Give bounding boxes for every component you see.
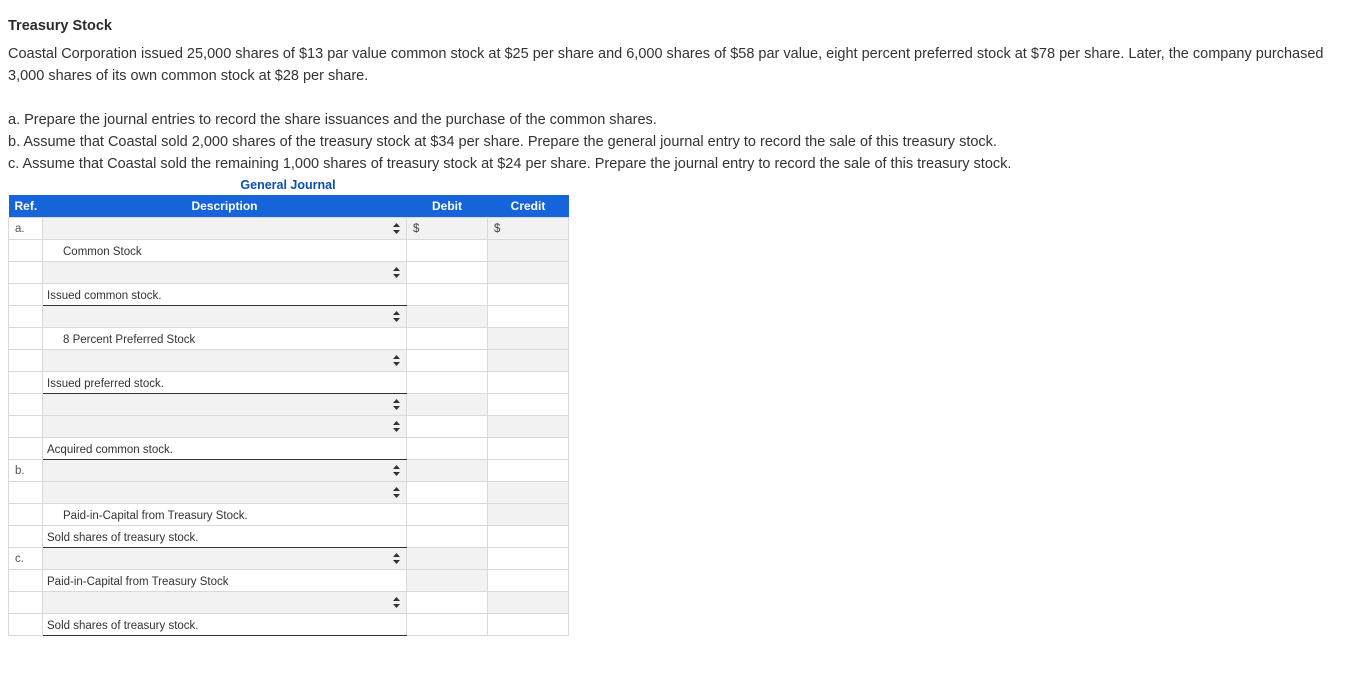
credit-input[interactable]: [488, 218, 569, 240]
account-select[interactable]: [43, 460, 407, 482]
memo-text: Sold shares of treasury stock.: [47, 531, 199, 544]
debit-cell: [407, 526, 488, 548]
updown-arrows-icon: [393, 597, 400, 608]
ref-cell: [9, 306, 43, 328]
problem-intro: Coastal Corporation issued 25,000 shares of $13 par value common stock at $25 per share and 6,000 shares of $58 par value, eight percent preferred stock at $78 per share. Later, the company purchased 3,000 shares of its own common stock at $28 per share.: [8, 46, 1324, 84]
debit-cell: [407, 614, 488, 636]
debit-input[interactable]: [407, 460, 488, 482]
account-name: Common Stock: [63, 245, 142, 258]
table-row: [9, 284, 569, 306]
account-label: [43, 570, 407, 592]
question-c: c. Assume that Coastal sold the remaining 1,000 shares of treasury stock at $24 per share. Prepare the journal entry to record the sale of this treasury stock.: [8, 156, 1012, 172]
table-row: [9, 614, 569, 636]
account-label: [43, 240, 407, 262]
debit-cell: [407, 350, 488, 372]
ref-cell: [9, 328, 43, 350]
memo-cell: [43, 614, 407, 636]
table-row: [9, 504, 569, 526]
table-row: [9, 394, 569, 416]
table-row: [9, 570, 569, 592]
memo-text: Issued common stock.: [47, 289, 162, 302]
question-a: a. Prepare the journal entries to record the share issuances and the purchase of the common shares.: [8, 112, 657, 128]
account-select[interactable]: [43, 482, 407, 504]
debit-input[interactable]: [407, 394, 488, 416]
debit-cell: [407, 240, 488, 262]
debit-cell: [407, 262, 488, 284]
table-row: [9, 416, 569, 438]
debit-cell: [407, 372, 488, 394]
account-label: [43, 328, 407, 350]
debit-input[interactable]: [407, 306, 488, 328]
account-select[interactable]: [43, 218, 407, 240]
credit-cell: [488, 306, 569, 328]
credit-input[interactable]: [488, 328, 569, 350]
credit-cell: [488, 284, 569, 306]
debit-input[interactable]: [407, 548, 488, 570]
account-select[interactable]: [43, 394, 407, 416]
updown-arrows-icon: [393, 311, 400, 322]
header-ref: Ref.: [9, 195, 43, 218]
credit-cell: [488, 548, 569, 570]
updown-arrows-icon: [393, 553, 400, 564]
debit-cell: [407, 284, 488, 306]
account-select[interactable]: [43, 548, 407, 570]
table-row: [9, 262, 569, 284]
ref-cell: [9, 284, 43, 306]
account-select[interactable]: [43, 416, 407, 438]
header-credit: Credit: [488, 195, 569, 218]
debit-cell: [407, 482, 488, 504]
ref-cell: [9, 526, 43, 548]
ref-cell: [9, 394, 43, 416]
credit-cell: [488, 614, 569, 636]
account-select[interactable]: [43, 592, 407, 614]
credit-input[interactable]: [488, 592, 569, 614]
memo-cell: [43, 372, 407, 394]
page-title: Treasury Stock: [8, 18, 112, 34]
memo-cell: [43, 438, 407, 460]
credit-cell: [488, 438, 569, 460]
credit-input[interactable]: [488, 504, 569, 526]
ref-cell: b.: [9, 460, 43, 482]
credit-cell: [488, 526, 569, 548]
header-description: Description: [43, 195, 407, 218]
debit-cell: [407, 416, 488, 438]
memo-text: Issued preferred stock.: [47, 377, 164, 390]
table-row: [9, 350, 569, 372]
question-b: b. Assume that Coastal sold 2,000 shares of the treasury stock at $34 per share. Prepare the general journal entry to record the sale of this treasury stock.: [8, 134, 997, 150]
account-name: 8 Percent Preferred Stock: [63, 333, 196, 346]
table-row: [9, 482, 569, 504]
credit-input[interactable]: [488, 416, 569, 438]
debit-input[interactable]: [407, 570, 488, 592]
account-name: Paid-in-Capital from Treasury Stock: [47, 575, 229, 588]
table-row: [9, 218, 569, 240]
memo-text: Sold shares of treasury stock.: [47, 619, 199, 632]
header-debit: Debit: [407, 195, 488, 218]
debit-cell: [407, 592, 488, 614]
table-row: [9, 240, 569, 262]
credit-cell: [488, 460, 569, 482]
journal-header-row: [9, 195, 569, 218]
ref-cell: [9, 372, 43, 394]
updown-arrows-icon: [393, 223, 400, 234]
updown-arrows-icon: [393, 267, 400, 278]
ref-cell: a.: [9, 218, 43, 240]
updown-arrows-icon: [393, 421, 400, 432]
table-row: [9, 548, 569, 570]
debit-input[interactable]: [407, 218, 488, 240]
credit-input[interactable]: [488, 482, 569, 504]
ref-cell: [9, 482, 43, 504]
memo-text: Acquired common stock.: [47, 443, 173, 456]
credit-input[interactable]: [488, 350, 569, 372]
memo-cell: [43, 284, 407, 306]
currency-symbol: $: [494, 222, 501, 235]
general-journal-title: General Journal: [240, 178, 336, 192]
credit-cell: [488, 570, 569, 592]
credit-input[interactable]: [488, 240, 569, 262]
ref-cell: [9, 262, 43, 284]
journal-table: [8, 195, 569, 636]
table-row: [9, 438, 569, 460]
ref-cell: [9, 592, 43, 614]
account-name: Paid-in-Capital from Treasury Stock.: [63, 509, 248, 522]
debit-cell: [407, 438, 488, 460]
updown-arrows-icon: [393, 487, 400, 498]
ref-cell: c.: [9, 548, 43, 570]
credit-cell: [488, 394, 569, 416]
updown-arrows-icon: [393, 355, 400, 366]
updown-arrows-icon: [393, 465, 400, 476]
account-select[interactable]: [43, 262, 407, 284]
ref-cell: [9, 504, 43, 526]
ref-cell: [9, 416, 43, 438]
ref-cell: [9, 570, 43, 592]
debit-cell: [407, 504, 488, 526]
table-row: [9, 592, 569, 614]
table-row: [9, 328, 569, 350]
credit-input[interactable]: [488, 262, 569, 284]
credit-cell: [488, 372, 569, 394]
ref-cell: [9, 614, 43, 636]
ref-cell: [9, 438, 43, 460]
account-select[interactable]: [43, 350, 407, 372]
ref-cell: [9, 350, 43, 372]
table-row: [9, 526, 569, 548]
memo-cell: [43, 526, 407, 548]
table-row: [9, 306, 569, 328]
general-journal: [8, 175, 568, 636]
updown-arrows-icon: [393, 399, 400, 410]
account-select[interactable]: [43, 306, 407, 328]
ref-cell: [9, 240, 43, 262]
table-row: [9, 460, 569, 482]
account-label: [43, 504, 407, 526]
currency-symbol: $: [413, 222, 420, 235]
debit-cell: [407, 328, 488, 350]
table-row: [9, 372, 569, 394]
